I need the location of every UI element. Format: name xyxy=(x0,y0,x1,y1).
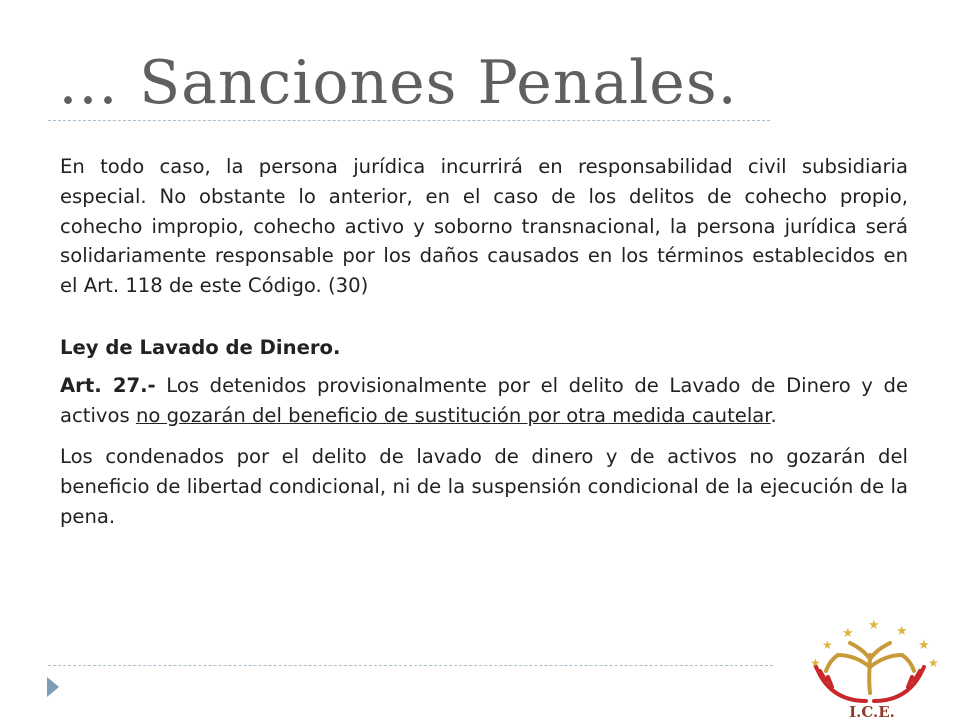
title-divider xyxy=(48,120,770,121)
section-heading: Ley de Lavado de Dinero. xyxy=(60,335,341,359)
article-text-end: . xyxy=(770,403,777,427)
paragraph-article-27 xyxy=(60,371,908,431)
logo-text: I.C.E. xyxy=(849,703,895,720)
logo-tree-icon xyxy=(826,643,914,693)
svg-text:★: ★ xyxy=(918,638,930,653)
svg-text:★: ★ xyxy=(896,624,908,639)
svg-text:★: ★ xyxy=(842,626,854,641)
svg-text:★: ★ xyxy=(822,638,833,652)
paragraph-civil-liability: En todo caso, la persona jurídica incurrirá en responsabilidad civil subsidiaria especial. No obstante lo anterior, en el caso de los delitos de cohecho propio, cohecho impropio, cohecho activo y soborno transnacional, la persona jurídica será solidariamente responsable por los daños causados en los términos establecidos en el Art. 118 de este Código. (30) xyxy=(60,155,908,298)
footer-divider xyxy=(48,665,773,666)
svg-text:★: ★ xyxy=(868,618,880,633)
paragraph-convicted: Los condenados por el delito de lavado de dinero y de activos no gozarán del beneficio de libertad condicional, ni de la suspensión condicional de la ejecución de la pena. xyxy=(60,445,908,528)
slide-body xyxy=(60,152,908,532)
article-text: Los detenidos provisionalmente por el delito de Lavado de Dinero y de activos xyxy=(60,373,908,427)
slide-title: … Sanciones Penales. xyxy=(58,48,738,118)
article-label: Art. 27.- xyxy=(60,373,156,397)
svg-text:★: ★ xyxy=(928,656,939,670)
svg-text:★: ★ xyxy=(810,656,821,670)
article-underlined-text: no gozarán del beneficio de sustitución por otra medida cautelar xyxy=(135,403,771,427)
ice-logo xyxy=(790,615,950,720)
triangle-right-icon[interactable] xyxy=(47,677,59,697)
